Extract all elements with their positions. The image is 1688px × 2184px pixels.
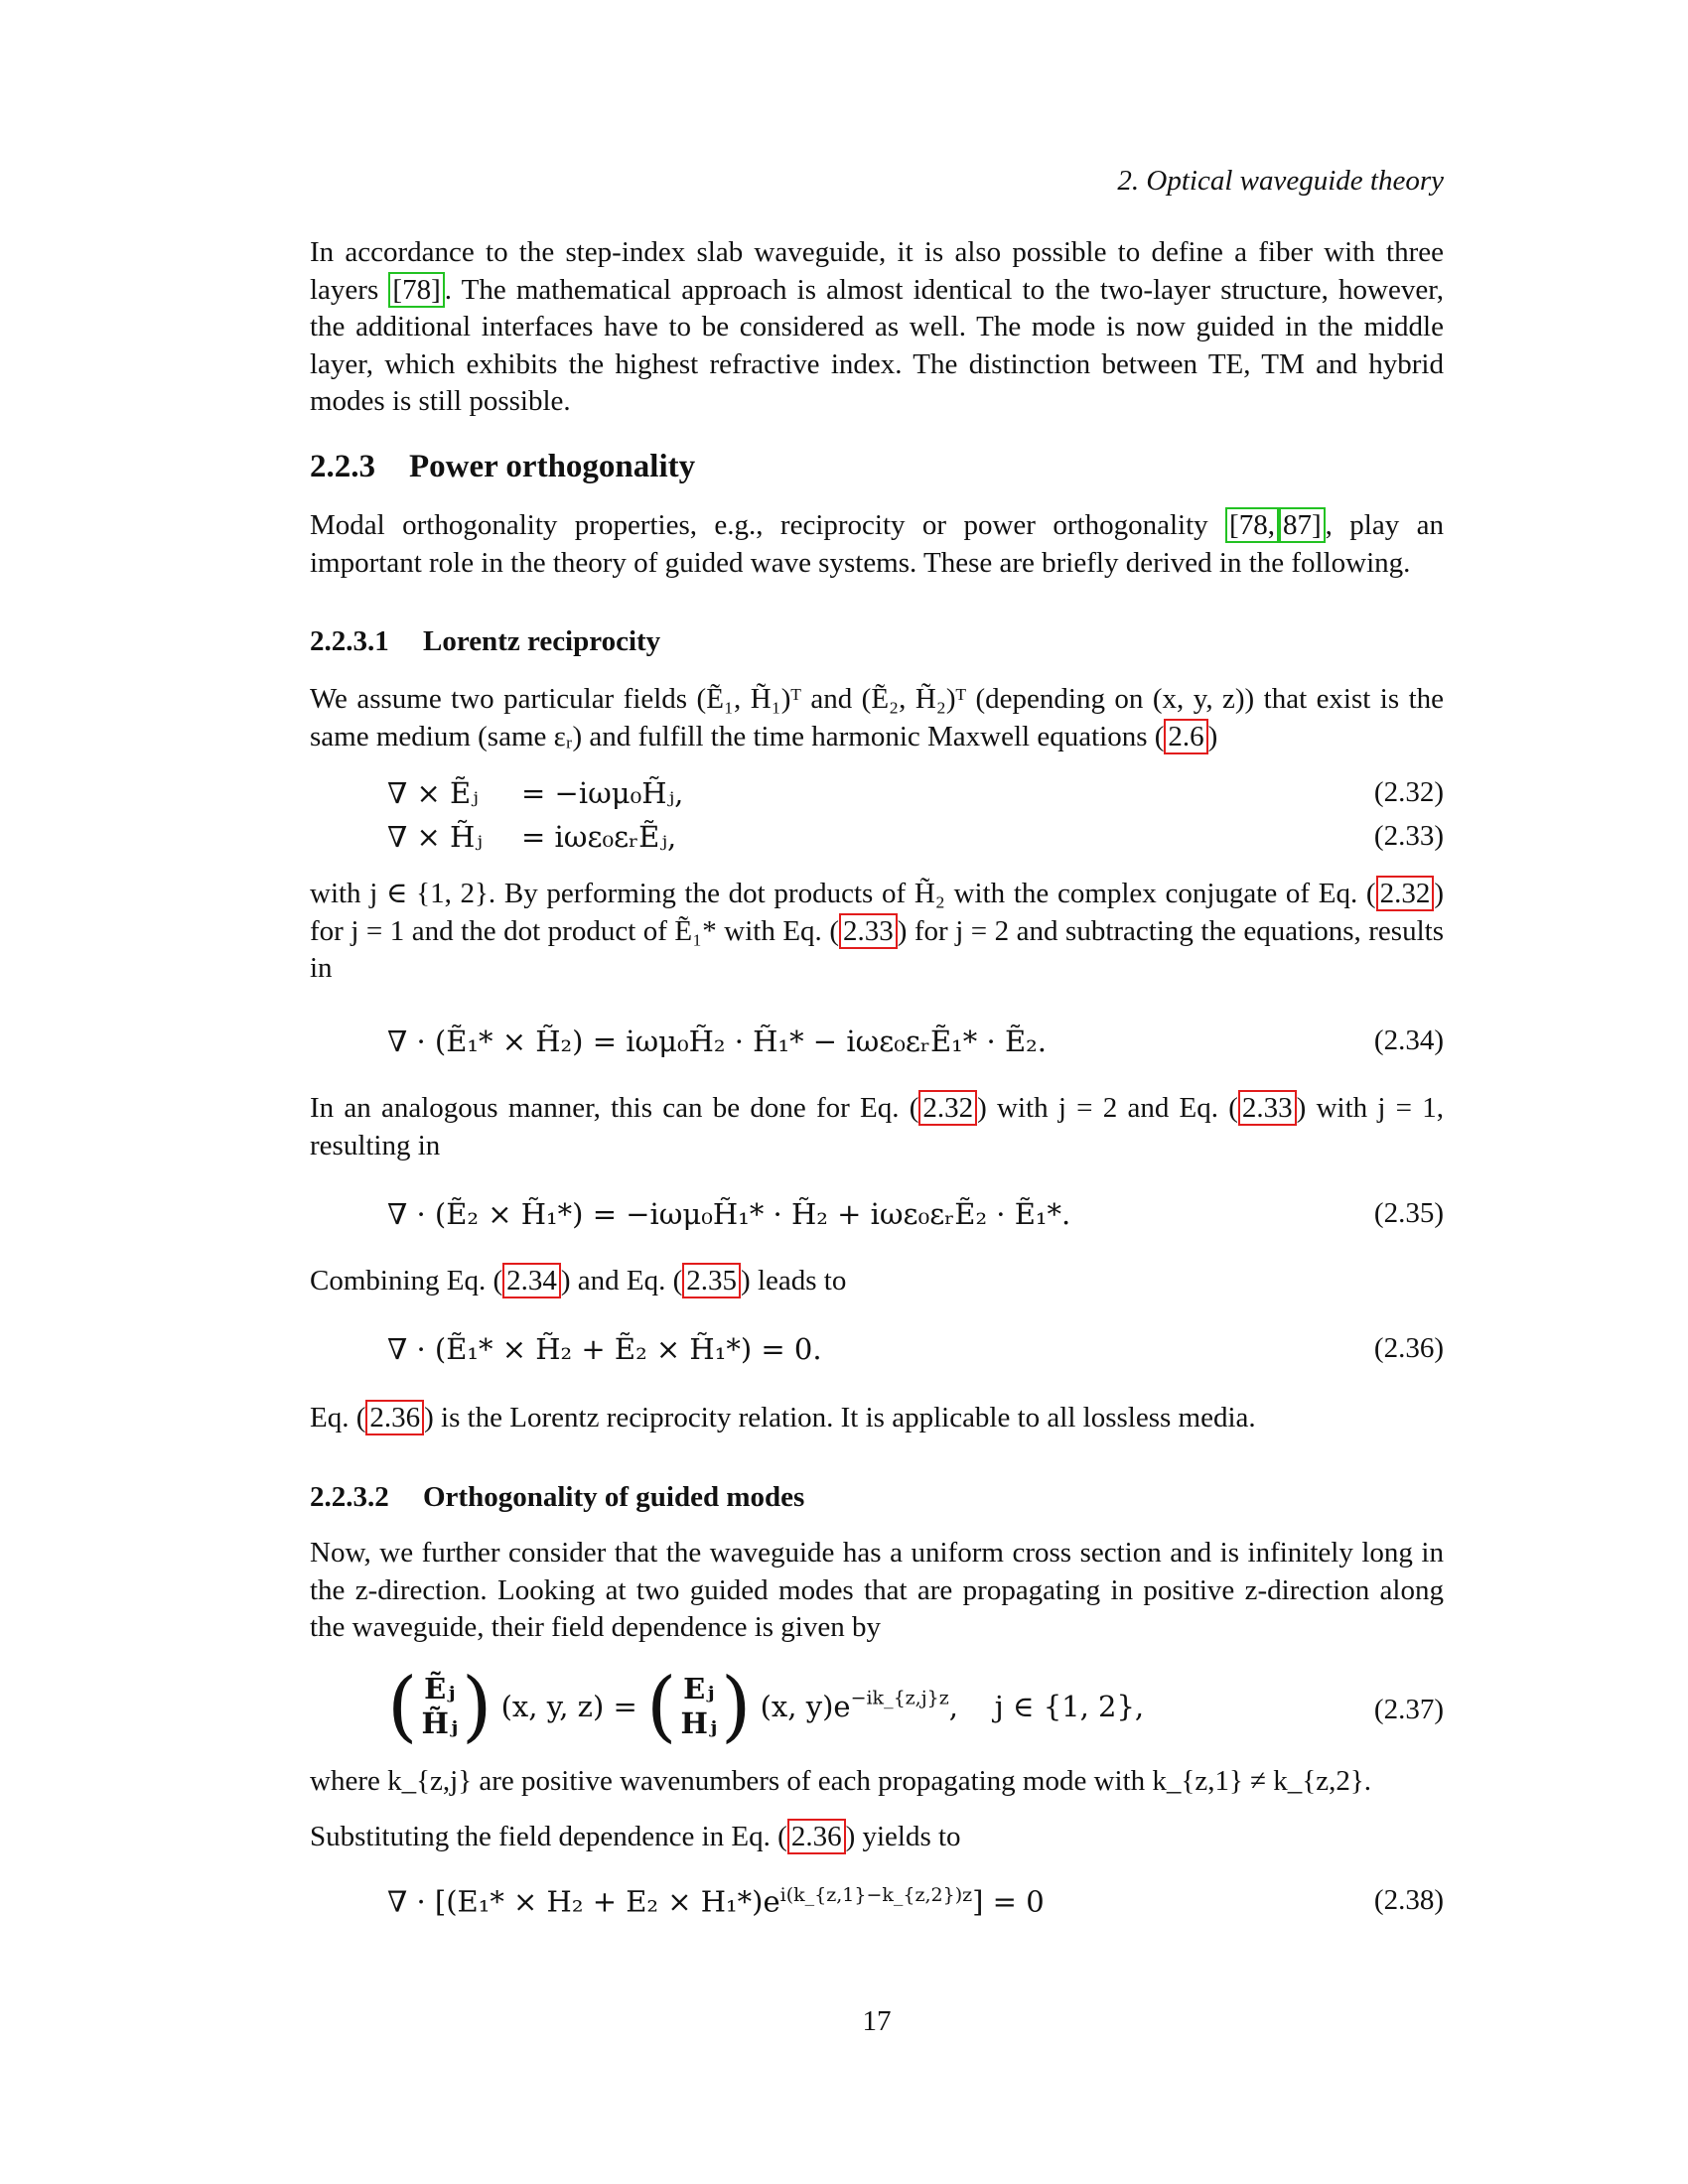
right-paren: ) bbox=[461, 1662, 492, 1751]
vector-bottom: Hⱼ bbox=[680, 1706, 717, 1740]
equation-body: ∇ · (Ẽ₂ × H̃₁*) = −iωμ₀H̃₁* · H̃₂ + iωε₀εᵣẼ₂ · Ẽ₁*. bbox=[387, 1197, 1071, 1231]
text: ) for j = 2 and subtracting the equations, results in bbox=[310, 914, 1444, 984]
intro-text-1: In accordance to the step-index slab waveguide, it is also possible to define a fiber with three layers bbox=[310, 236, 1444, 306]
subsection-heading bbox=[310, 625, 660, 658]
subsection-title: Lorentz reciprocity bbox=[423, 625, 661, 657]
text: Combining Eq. ( bbox=[310, 1265, 503, 1297]
equation-middle: (x, y, z) = bbox=[500, 1690, 637, 1723]
equation-rhs: = −iωμ₀H̃ⱼ, bbox=[521, 776, 684, 810]
text: In an analogous manner, this can be done for Eq. ( bbox=[310, 1092, 919, 1124]
equation-lhs: ∇ × H̃ⱼ bbox=[387, 820, 483, 854]
equation-link[interactable]: 2.34 bbox=[502, 1263, 561, 1298]
equation-body: ∇ · (Ẽ₁* × H̃₂ + Ẽ₂ × H̃₁*) = 0. bbox=[387, 1332, 822, 1366]
equation-link[interactable]: 2.33 bbox=[839, 913, 898, 949]
vector-top: Ẽⱼ bbox=[424, 1672, 456, 1706]
citation-link[interactable]: [78] bbox=[388, 272, 444, 308]
equation-body bbox=[387, 820, 676, 854]
equation-number: (2.35) bbox=[1373, 1197, 1444, 1229]
text: Substituting the field dependence in Eq. ( bbox=[310, 1821, 787, 1852]
equation-link[interactable]: 2.6 bbox=[1164, 719, 1207, 754]
equation-number: (2.37) bbox=[1373, 1694, 1444, 1725]
citation-link[interactable]: [78, bbox=[1225, 507, 1279, 543]
vector-bottom: H̃ⱼ bbox=[421, 1706, 458, 1740]
page bbox=[310, 0, 1444, 2184]
paragraph-reciprocity bbox=[310, 1400, 1444, 1437]
equation-rhs: = iωε₀εᵣẼⱼ, bbox=[521, 820, 677, 854]
text: ) leads to bbox=[741, 1265, 847, 1297]
equation-body bbox=[387, 776, 683, 810]
equation-body bbox=[387, 1662, 1145, 1751]
intro-paragraph bbox=[310, 234, 1444, 421]
equation-link[interactable]: 2.36 bbox=[787, 1819, 846, 1854]
paragraph-guided-modes: Now, we further consider that the waveguide has a uniform cross section and is infinitely long in the z-direction. Looking at two guided modes that are propagating in positive z-direction along the waveguide, their field dependence is given by bbox=[310, 1537, 1444, 1643]
section-intro-text-2: , play an important role in the theory of guided wave systems. These are briefly derived in the following. bbox=[310, 509, 1444, 579]
equation-body bbox=[387, 1884, 1045, 1919]
page-number: 17 bbox=[862, 2005, 892, 2037]
text: ) and Eq. ( bbox=[560, 1265, 683, 1297]
equation-link[interactable]: 2.35 bbox=[682, 1263, 741, 1298]
text: ) with j = 1, resulting in bbox=[310, 1092, 1445, 1161]
equation-lhs: ∇ × Ẽⱼ bbox=[387, 776, 479, 810]
text: ) yields to bbox=[845, 1821, 961, 1852]
vector-components bbox=[680, 1672, 717, 1741]
equation-number: (2.32) bbox=[1373, 776, 1444, 808]
equation-exponent: −ik_{z,j}z bbox=[850, 1687, 949, 1709]
paragraph-dot-products bbox=[310, 876, 1444, 988]
subsection-heading bbox=[310, 1481, 804, 1514]
paragraph-analogous bbox=[310, 1090, 1444, 1164]
text: with j ∈ {1, 2}. By performing the dot products of H̃₂ with the complex conjugate of Eq. ( bbox=[310, 878, 1376, 909]
paragraph-substituting bbox=[310, 1819, 1444, 1856]
text: ) bbox=[1207, 720, 1218, 752]
vector-components bbox=[421, 1672, 458, 1741]
text: We assume two particular fields (Ẽ₁, H̃₁)ᵀ and (Ẽ₂, H̃₂)ᵀ (depending on (x, y, z)) that exist is the same medium (same εᵣ) and fulfill the time harmonic Maxwell equations ( bbox=[310, 683, 1444, 752]
section-heading bbox=[310, 449, 695, 485]
equation-body: ∇ · (Ẽ₁* × H̃₂) = iωμ₀H̃₂ · H̃₁* − iωε₀εᵣẼ₁* · Ẽ₂. bbox=[387, 1024, 1047, 1058]
equation-link[interactable]: 2.33 bbox=[1238, 1090, 1297, 1126]
section-intro-paragraph bbox=[310, 507, 1444, 582]
equation-number: (2.33) bbox=[1373, 820, 1444, 852]
equation-tail: ] = 0 bbox=[972, 1884, 1045, 1919]
intro-text-2: . The mathematical approach is almost identical to the two-layer structure, however, the additional interfaces have to be considered as well. The mode is now guided in the middle layer, which exhibits the highest refractive index. The distinction between TE, TM and hybrid modes is still possible. bbox=[310, 273, 1444, 417]
citation-link[interactable]: 87] bbox=[1279, 507, 1326, 543]
right-paren: ) bbox=[720, 1662, 752, 1751]
text: ) for j = 1 and the dot product of Ẽ₁* with Eq. ( bbox=[310, 878, 1444, 947]
text: Eq. ( bbox=[310, 1402, 366, 1433]
running-head: 2. Optical waveguide theory bbox=[1117, 165, 1444, 197]
subsection-number: 2.2.3.1 bbox=[310, 625, 389, 657]
text: ) is the Lorentz reciprocity relation. It is applicable to all lossless media. bbox=[424, 1402, 1256, 1433]
equation-condition: , j ∈ {1, 2}, bbox=[948, 1690, 1145, 1723]
section-number: 2.2.3 bbox=[310, 449, 375, 484]
equation-link[interactable]: 2.32 bbox=[918, 1090, 977, 1126]
section-title: Power orthogonality bbox=[409, 449, 696, 484]
equation-number: (2.36) bbox=[1373, 1332, 1444, 1364]
field-vector bbox=[387, 1662, 492, 1751]
paragraph-combining bbox=[310, 1263, 1444, 1300]
equation-number: (2.34) bbox=[1373, 1024, 1444, 1056]
text: ) with j = 2 and Eq. ( bbox=[977, 1092, 1238, 1124]
equation-tail: (x, y)e bbox=[760, 1690, 851, 1723]
paragraph-wavenumbers: where k_{z,j} are positive wavenumbers of each propagating mode with k_{z,1} ≠ k_{z,2}. bbox=[310, 1765, 1372, 1797]
section-intro-text-1: Modal orthogonality properties, e.g., reciprocity or power orthogonality bbox=[310, 509, 1226, 541]
equation-exponent: i(k_{z,1}−k_{z,2})z bbox=[779, 1884, 973, 1906]
amplitude-vector bbox=[646, 1662, 752, 1751]
vector-top: Eⱼ bbox=[683, 1672, 715, 1706]
left-paren: ( bbox=[387, 1662, 418, 1751]
equation-main: ∇ · [(E₁* × H₂ + E₂ × H₁*)e bbox=[387, 1884, 780, 1919]
equation-number: (2.38) bbox=[1373, 1884, 1444, 1916]
equation-2-37 bbox=[387, 1662, 1444, 1757]
paragraph-fields bbox=[310, 681, 1444, 755]
equation-link[interactable]: 2.32 bbox=[1376, 876, 1435, 911]
subsection-title: Orthogonality of guided modes bbox=[423, 1481, 805, 1513]
equation-link[interactable]: 2.36 bbox=[365, 1400, 424, 1435]
subsection-number: 2.2.3.2 bbox=[310, 1481, 389, 1513]
left-paren: ( bbox=[646, 1662, 677, 1751]
